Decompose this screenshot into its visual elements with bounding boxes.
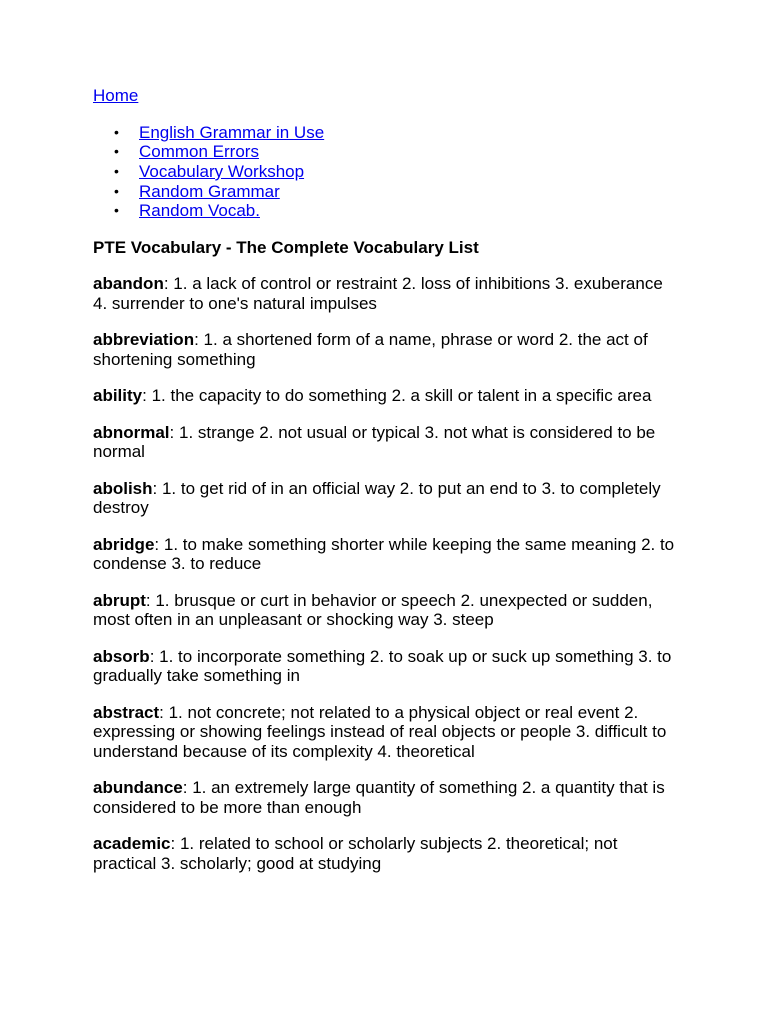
nav-item <box>93 182 768 202</box>
vocab-definition: 1. not concrete; not related to a physical object or real event 2. expressing or showing feelings instead of real objects or people 3. difficult to understand because of its complexity 4. theoretical <box>93 702 667 761</box>
nav-item <box>93 142 768 162</box>
vocab-definition: 1. the capacity to do something 2. a skill or talent in a specific area <box>151 386 652 406</box>
vocab-term: abrupt <box>93 590 146 610</box>
term-separator: : <box>142 386 152 406</box>
term-separator: : <box>154 534 164 554</box>
vocab-definition: 1. brusque or curt in behavior or speech 2. unexpected or sudden, most often in an unpleasant or shocking way 3. steep <box>93 590 653 630</box>
nav-item <box>93 123 768 143</box>
vocab-entry <box>93 423 678 462</box>
vocabulary-list <box>93 274 678 873</box>
vocab-entry <box>93 647 678 686</box>
home-link[interactable]: Home <box>93 86 139 105</box>
term-separator: : <box>152 478 162 498</box>
vocab-definition: 1. a lack of control or restraint 2. loss of inhibitions 3. exuberance 4. surrender to one's natural impulses <box>93 274 663 313</box>
vocab-definition: 1. to get rid of in an official way 2. to put an end to 3. to completely destroy <box>93 478 661 518</box>
vocab-definition: 1. an extremely large quantity of something 2. a quantity that is considered to be more than enough <box>93 778 665 817</box>
bullet-icon: • <box>114 182 119 199</box>
vocab-term: absorb <box>93 646 150 666</box>
term-separator: : <box>145 590 156 610</box>
vocab-definition: 1. related to school or scholarly subjects 2. theoretical; not practical 3. scholarly; good at studying <box>93 834 618 873</box>
vocab-term: ability <box>93 386 143 406</box>
term-separator: : <box>159 702 169 722</box>
vocab-term: abridge <box>93 534 155 554</box>
term-separator: : <box>169 422 179 442</box>
vocab-definition: 1. strange 2. not usual or typical 3. not what is considered to be normal <box>93 422 656 462</box>
nav-list <box>93 123 768 221</box>
term-separator: : <box>170 834 180 854</box>
vocab-entry <box>93 703 678 762</box>
vocab-entry <box>93 479 678 518</box>
bullet-icon: • <box>114 143 119 160</box>
term-separator: : <box>182 778 193 798</box>
vocab-entry <box>93 778 678 817</box>
nav-link-random-grammar[interactable]: Random Grammar <box>139 181 280 201</box>
bullet-icon: • <box>114 202 119 219</box>
vocab-term: abundance <box>93 778 183 798</box>
vocab-entry <box>93 591 678 630</box>
bullet-icon: • <box>114 123 119 140</box>
nav-link-random-vocab[interactable]: Random Vocab. <box>139 201 260 221</box>
vocab-term: abnormal <box>93 422 170 442</box>
vocab-entry <box>93 834 678 873</box>
vocab-term: abandon <box>93 274 164 294</box>
nav-link-vocabulary-workshop[interactable]: Vocabulary Workshop <box>139 161 305 181</box>
vocab-entry <box>93 535 678 574</box>
nav-item <box>93 201 768 221</box>
vocab-term: abbreviation <box>93 330 195 350</box>
vocab-term: academic <box>93 834 171 854</box>
vocab-entry <box>93 386 678 406</box>
bullet-icon: • <box>114 162 119 179</box>
nav-link-common-errors[interactable]: Common Errors <box>139 142 259 162</box>
vocab-definition: 1. to make something shorter while keeping the same meaning 2. to condense 3. to reduce <box>93 534 675 574</box>
vocab-term: abolish <box>93 478 153 498</box>
vocab-entry <box>93 274 678 313</box>
vocab-term: abstract <box>93 702 160 722</box>
term-separator: : <box>194 330 204 350</box>
page-title: PTE Vocabulary - The Complete Vocabulary List <box>93 237 479 257</box>
vocab-definition: 1. a shortened form of a name, phrase or word 2. the act of shortening something <box>93 330 648 369</box>
vocab-definition: 1. to incorporate something 2. to soak up or suck up something 3. to gradually take something in <box>93 646 672 686</box>
vocab-entry <box>93 330 678 369</box>
nav-item <box>93 162 768 182</box>
term-separator: : <box>163 274 174 294</box>
nav-link-english-grammar-in-use[interactable]: English Grammar in Use <box>139 122 325 142</box>
term-separator: : <box>149 646 160 666</box>
